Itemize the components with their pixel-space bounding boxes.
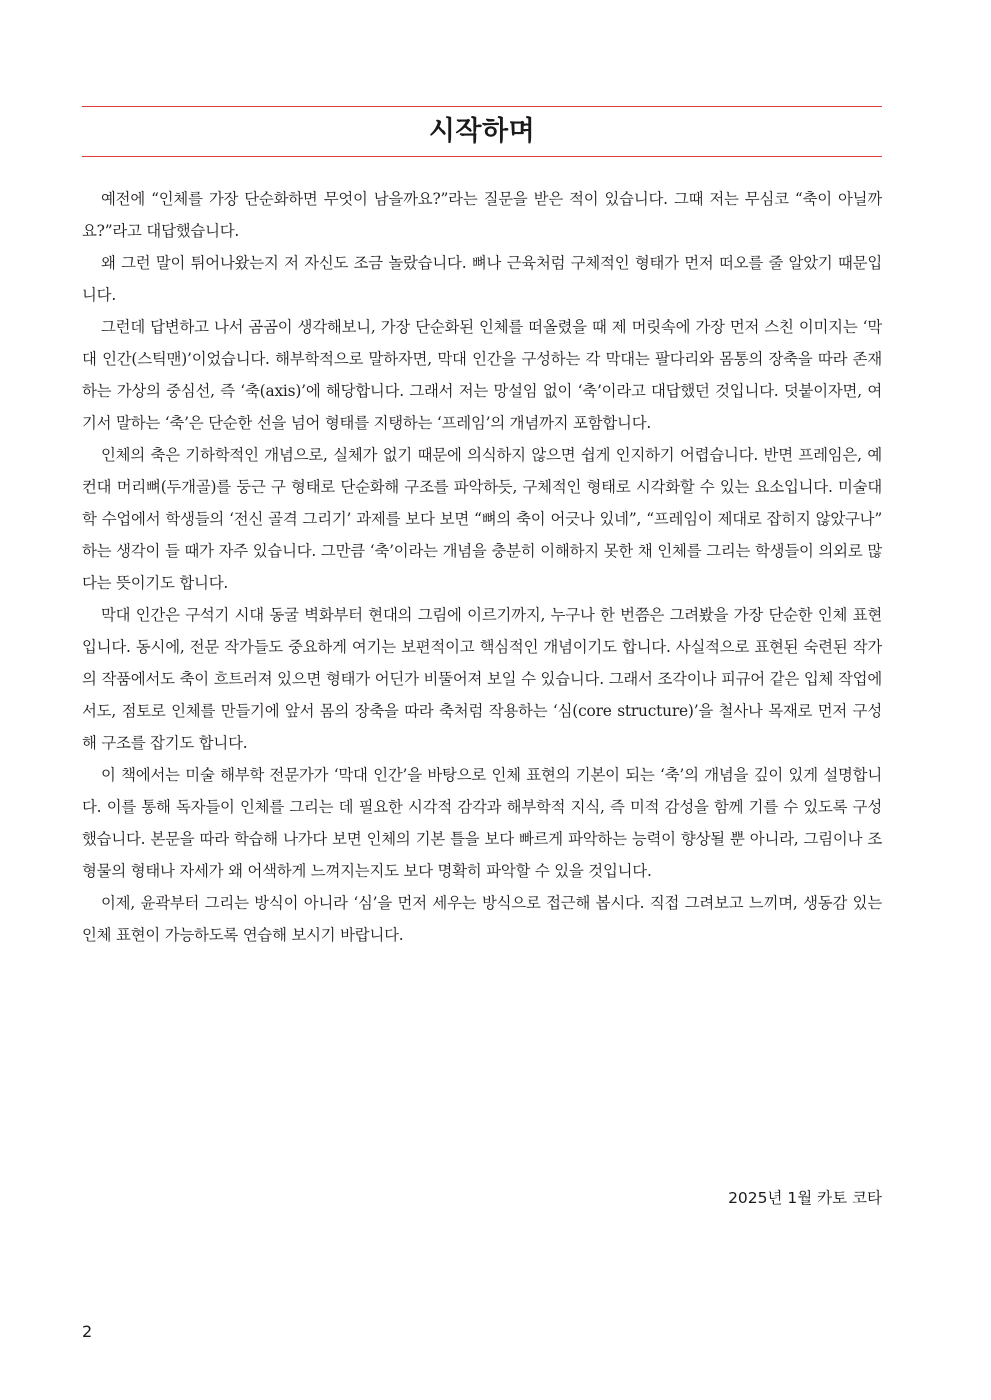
paragraph: 그런데 답변하고 나서 곰곰이 생각해보니, 가장 단순화된 인체를 떠올렸을 때 제 머릿속에 가장 먼저 스친 이미지는 ‘막대 인간(스틱맨)’이었습니다. 해부학적으로 말하자면, 막대 인간을 구성하는 각 막대는 팔다리와 몸통의 장축을 따라 존재하는 가상의 중심선, 즉 ‘축(axis)’에 해당합니다. 그래서 저는 망설임 없이 ‘축’이라고 대답했던 것입니다. 덧붙이자면, 여기서 말하는 ‘축’은 단순한 선을 넘어 형태를 지탱하는 ‘프레임’의 개념까지 포함합니다. (82, 318, 882, 432)
paragraph: 이 책에서는 미술 해부학 전문가가 ‘막대 인간’을 바탕으로 인체 표현의 기본이 되는 ‘축’의 개념을 깊이 있게 설명합니다. 이를 통해 독자들이 인체를 그리는 데 필요한 시각적 감각과 해부학적 지식, 즉 미적 감성을 함께 기를 수 있도록 구성했습니다. 본문을 따라 학습해 나가다 보면 인체의 기본 틀을 보다 빠르게 파악하는 능력이 향상될 뿐 아니라, 그림이나 조형물의 형태나 자세가 왜 어색하게 느껴지는지도 보다 명확히 파악할 수 있을 것입니다. (82, 766, 882, 880)
author-signature: 2025년 1월 카토 코타 (728, 1189, 882, 1207)
preface-body (82, 183, 882, 951)
page-number: 2 (82, 1322, 93, 1341)
title-top-rule (82, 106, 882, 107)
title-bottom-rule (82, 156, 882, 157)
page-title: 시작하며 (428, 116, 536, 147)
paragraph: 왜 그런 말이 튀어나왔는지 저 자신도 조금 놀랐습니다. 뼈나 근육처럼 구체적인 형태가 먼저 떠오를 줄 알았기 때문입니다. (82, 254, 882, 304)
paragraph: 인체의 축은 기하학적인 개념으로, 실체가 없기 때문에 의식하지 않으면 쉽게 인지하기 어렵습니다. 반면 프레임은, 예컨대 머리뼈(두개골)를 둥근 구 형태로 단순화해 구조를 파악하듯, 구체적인 형태로 시각화할 수 있는 요소입니다. 미술대학 수업에서 학생들의 ‘전신 골격 그리기’ 과제를 보다 보면 “뼈의 축이 어긋나 있네”, “프레임이 제대로 잡히지 않았구나” 하는 생각이 들 때가 자주 있습니다. 그만큼 ‘축’이라는 개념을 충분히 이해하지 못한 채 인체를 그리는 학생들이 의외로 많다는 뜻이기도 합니다. (82, 446, 882, 592)
paragraph: 막대 인간은 구석기 시대 동굴 벽화부터 현대의 그림에 이르기까지, 누구나 한 번쯤은 그려봤을 가장 단순한 인체 표현입니다. 동시에, 전문 작가들도 중요하게 여기는 보편적이고 핵심적인 개념이기도 합니다. 사실적으로 표현된 숙련된 작가의 작품에서도 축이 흐트러져 있으면 형태가 어딘가 비뚤어져 보일 수 있습니다. 그래서 조각이나 피규어 같은 입체 작업에서도, 점토로 인체를 만들기에 앞서 몸의 장축을 따라 축처럼 작용하는 ‘심(core structure)’을 철사나 목재로 먼저 구성해 구조를 잡기도 합니다. (82, 606, 882, 752)
paragraph: 이제, 윤곽부터 그리는 방식이 아니라 ‘심’을 먼저 세우는 방식으로 접근해 봅시다. 직접 그려보고 느끼며, 생동감 있는 인체 표현이 가능하도록 연습해 보시기 바랍니다. (82, 894, 882, 944)
paragraph: 예전에 “인체를 가장 단순화하면 무엇이 남을까요?”라는 질문을 받은 적이 있습니다. 그때 저는 무심코 “축이 아닐까요?”라고 대답했습니다. (82, 190, 882, 240)
